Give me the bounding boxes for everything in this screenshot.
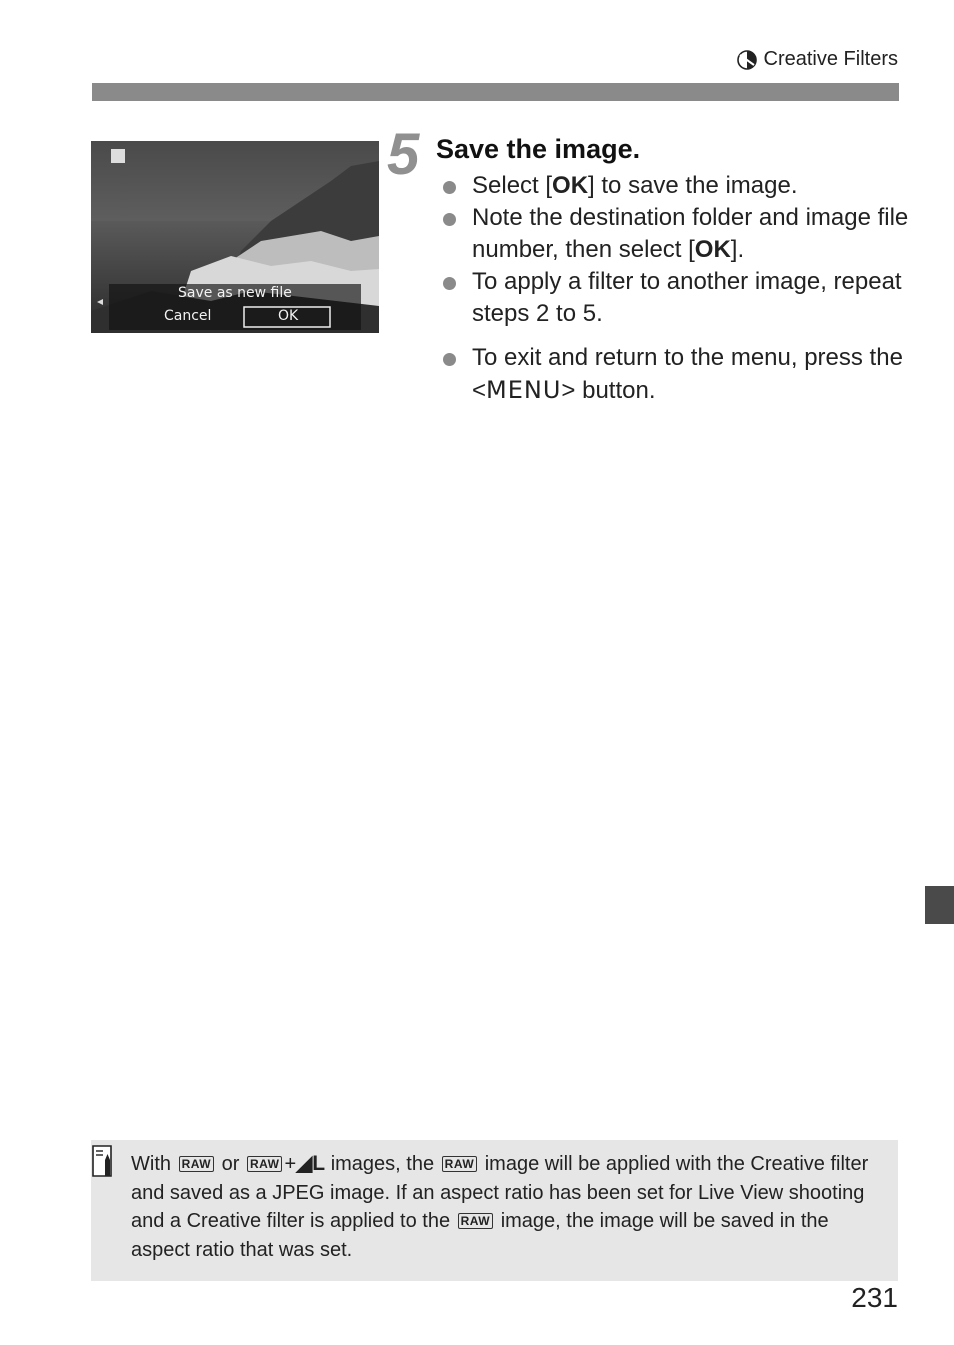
step-number: 5 <box>387 122 420 187</box>
creative-filter-icon <box>736 49 758 71</box>
section-title-text: Creative Filters <box>763 48 898 70</box>
note-box <box>91 1140 898 1281</box>
note-pencil-icon <box>91 1144 119 1178</box>
bullet-text: To exit and return to the menu, press the < <box>472 344 903 404</box>
instruction-list <box>440 170 910 407</box>
bullet-icon <box>443 353 456 366</box>
ok-option: OK <box>278 308 299 324</box>
cancel-option: Cancel <box>164 308 212 324</box>
list-item <box>440 170 910 202</box>
landscape-photo <box>91 141 379 333</box>
bullet-text: ] to save the image. <box>588 172 798 199</box>
page-number: 231 <box>851 1282 898 1313</box>
note-text: With RAW or RAW +◢L images, the RAW image will be applied with the Creative filter and saved as a JPEG image. If an aspect ratio has been set for Live View shooting and a Creative filter is applied to the RAW image, the image will be saved in the aspect ratio that was set. <box>131 1152 869 1261</box>
jpeg-large-icon: ◢L <box>296 1152 326 1175</box>
ok-keyword: OK <box>694 236 731 263</box>
camera-screen-image <box>91 141 379 333</box>
list-item <box>440 202 910 266</box>
list-item <box>440 342 910 407</box>
bullet-icon <box>443 277 456 290</box>
bullet-text: Select [ <box>472 172 553 199</box>
raw-icon: RAW <box>247 1156 283 1172</box>
bullet-text: Note the destination folder and image file number, then select [ <box>472 204 909 263</box>
bullet-text: To apply a filter to another image, repeat steps 2 to 5. <box>472 268 902 327</box>
list-item <box>440 266 910 330</box>
step-title: Save the image. <box>436 134 641 164</box>
ok-keyword: OK <box>552 172 589 199</box>
raw-icon: RAW <box>179 1156 215 1172</box>
raw-icon: RAW <box>458 1213 494 1229</box>
chapter-tab <box>925 886 954 924</box>
header-rule <box>92 83 899 101</box>
dialog-title: Save as new file <box>178 285 292 301</box>
bullet-text: ]. <box>730 236 745 263</box>
section-title <box>736 48 898 71</box>
bullet-icon <box>443 181 456 194</box>
bullet-icon <box>443 213 456 226</box>
raw-icon: RAW <box>442 1156 478 1172</box>
menu-button-symbol: MENU <box>486 376 562 404</box>
bullet-text: > button. <box>561 377 656 404</box>
